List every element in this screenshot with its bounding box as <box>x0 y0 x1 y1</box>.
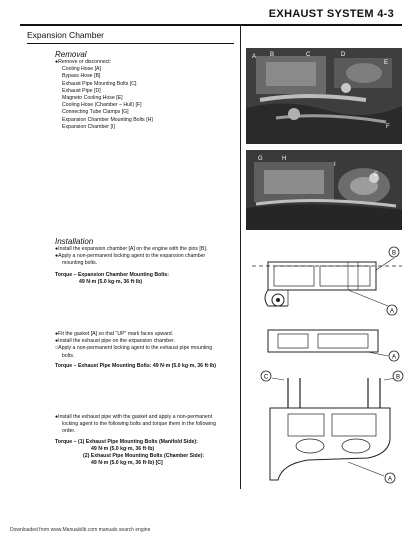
diagram-label: C <box>263 374 269 381</box>
removal-block <box>55 50 153 131</box>
removal-item: Expansion Chamber Mounting Bolts [H] <box>62 116 153 123</box>
installation-block-2 <box>55 331 216 370</box>
diagram-label: A <box>389 308 395 315</box>
instruction-line: ●Install the exhaust pipe with the gasket and apply a non-permanent <box>55 414 213 420</box>
diagram-label: A <box>391 354 397 361</box>
torque-spec: Torque – (1) Exhaust Pipe Mounting Bolts (Manifold Side): <box>55 438 198 445</box>
instruction-line: ○Apply a non-permanent locking agent to the exhaust pipe mounting <box>55 345 213 352</box>
photo-label: B <box>270 52 275 58</box>
column-divider <box>240 24 241 489</box>
removal-item: Magneto Cooling Hose [E] <box>62 95 123 102</box>
photo-label: D <box>341 52 346 58</box>
engine-photo-1 <box>246 48 402 144</box>
instruction-line: bolts. <box>62 352 75 359</box>
installation-heading: Installation <box>55 237 94 246</box>
removal-item: Cooling Hose [A] <box>62 66 101 73</box>
removal-item: Exhaust Pipe Mounting Bolts [C] <box>62 80 137 87</box>
photo-label: E <box>384 60 389 66</box>
instruction-line: ●Fit the gasket [A] so that "UP" mark faces upward. <box>55 331 174 337</box>
removal-heading: Removal <box>55 50 87 59</box>
instruction-line: ●Install the expansion chamber [A] on the engine with the pins [B]. <box>55 246 208 252</box>
removal-item: Bypass Hose [B] <box>62 73 101 80</box>
torque-value: 49 N·m (5.0 kg·m, 36 ft·lb) <box>79 278 143 285</box>
photo-label: I <box>334 162 336 168</box>
diagram-label: A <box>387 476 393 483</box>
torque-spec: Torque – Expansion Chamber Mounting Bolts: <box>55 271 170 278</box>
photo-label: C <box>306 52 311 58</box>
instruction-line: locking agent to the following bolts and torque them in the following <box>62 421 216 428</box>
removal-item: Expansion Chamber [I] <box>62 123 115 130</box>
section-title: Expansion Chamber <box>27 30 105 40</box>
page-header-title: EXHAUST SYSTEM 4-3 <box>268 8 394 20</box>
installation-block-1 <box>55 237 207 286</box>
torque-spec: Torque – Exhaust Pipe Mounting Bolts: 49 N·m (5.0 kg·m, 36 ft·lb) <box>55 362 217 369</box>
header-rule <box>20 24 402 26</box>
instruction-line: ●Install the exhaust pipe on the expansion chamber. <box>55 338 175 345</box>
engine-photo-2 <box>246 150 402 230</box>
footer-text: Downloaded from www.Manualslib.com manuals search engine <box>10 527 151 533</box>
torque-value: 49 N·m (5.0 kg·m, 36 ft·lb) <box>91 445 155 452</box>
photo-label: E <box>374 172 379 178</box>
exhaust-pipe-diagram <box>248 368 406 490</box>
gasket-diagram <box>248 322 406 362</box>
photo-label: A <box>252 54 257 60</box>
section-rule <box>27 43 234 44</box>
torque-spec: (2) Exhaust Pipe Mounting Bolts (Chamber Side): <box>83 453 205 460</box>
torque-value: 49 N·m (5.0 kg·m, 36 ft·lb) [C] <box>91 460 163 467</box>
expansion-chamber-diagram <box>248 240 406 318</box>
removal-item: Exhaust Pipe [D] <box>62 87 101 94</box>
removal-item: Connecting Tube Clamps [G] <box>62 109 129 116</box>
removal-item: Cooling Hose (Chamber – Hull) [F] <box>62 102 142 109</box>
photo-label: F <box>386 124 390 130</box>
removal-intro: ●Remove or disconnect: <box>55 59 112 65</box>
instruction-line: order. <box>62 428 76 435</box>
instruction-line: mounting bolts. <box>62 260 98 267</box>
photo-label: G <box>258 156 263 162</box>
diagram-label: B <box>395 374 401 381</box>
instruction-line: ●Apply a non-permanent locking agent to the expansion chamber <box>55 253 206 260</box>
installation-block-3 <box>55 414 216 467</box>
diagram-label: B <box>391 250 397 257</box>
photo-label: H <box>282 156 287 162</box>
